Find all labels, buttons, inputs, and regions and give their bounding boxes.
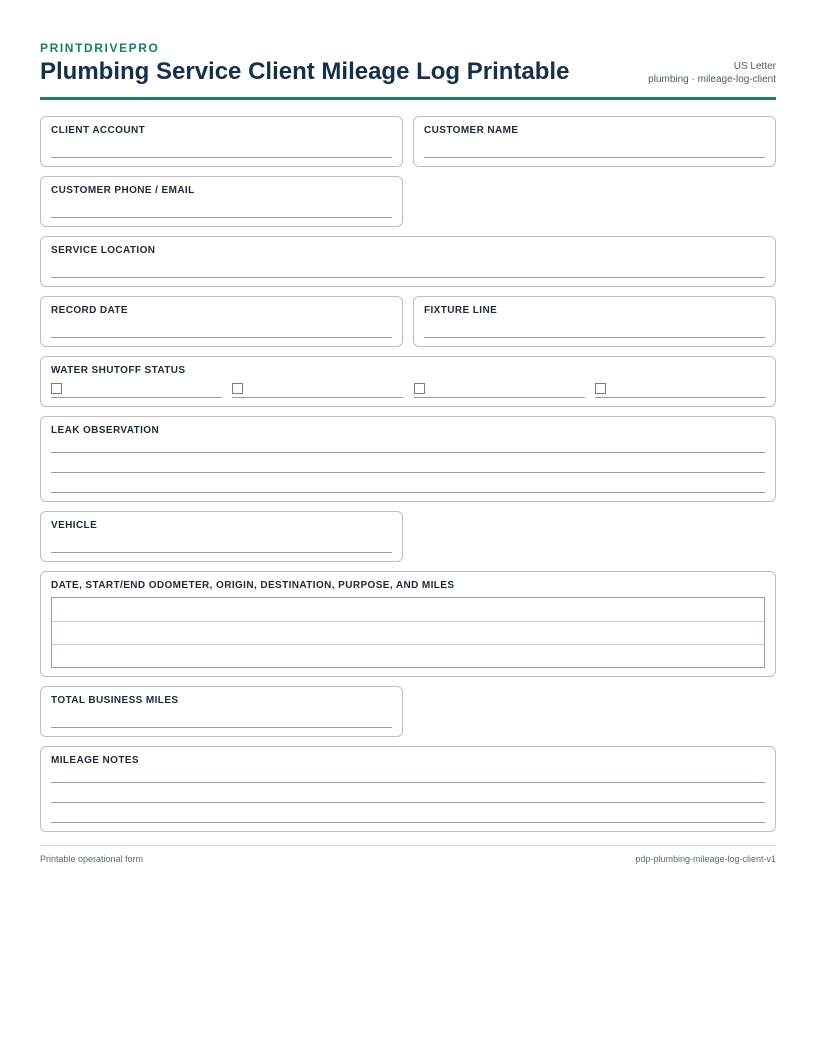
customer-contact-field[interactable] xyxy=(40,176,403,227)
shutoff-option-3[interactable] xyxy=(414,383,585,399)
footer-form-id: pdp-plumbing-mileage-log-client-v1 xyxy=(635,854,776,864)
paper-size: US Letter xyxy=(733,61,776,72)
shutoff-option-2[interactable] xyxy=(232,383,403,399)
checkbox[interactable] xyxy=(595,383,606,394)
service-location-field[interactable] xyxy=(40,236,776,287)
mileage-notes-field[interactable] xyxy=(40,746,776,832)
field-label: TOTAL BUSINESS MILES xyxy=(51,695,179,706)
record-date-field[interactable] xyxy=(40,296,403,347)
write-line[interactable] xyxy=(51,782,765,783)
trip-log-field xyxy=(40,571,776,677)
customer-name-field[interactable] xyxy=(413,116,776,167)
write-line[interactable] xyxy=(51,727,392,728)
write-line[interactable] xyxy=(51,552,392,553)
total-business-miles-field[interactable] xyxy=(40,686,403,737)
write-line[interactable] xyxy=(51,337,392,338)
write-line[interactable] xyxy=(51,217,392,218)
field-label: CLIENT ACCOUNT xyxy=(51,125,146,136)
water-shutoff-status-field xyxy=(40,356,776,407)
header-rule xyxy=(40,97,776,100)
field-label: DATE, START/END ODOMETER, ORIGIN, DESTINATION, PURPOSE, AND MILES xyxy=(51,580,455,591)
field-label: VEHICLE xyxy=(51,520,98,531)
document-meta xyxy=(648,60,776,86)
option-line[interactable] xyxy=(232,397,403,398)
footer-rule xyxy=(40,845,776,846)
trip-log-table xyxy=(51,597,765,668)
field-label: SERVICE LOCATION xyxy=(51,245,156,256)
write-line[interactable] xyxy=(424,157,765,158)
client-account-field[interactable] xyxy=(40,116,403,167)
option-line[interactable] xyxy=(414,397,585,398)
form-category: plumbing · mileage-log-client xyxy=(648,74,776,85)
table-row-divider xyxy=(52,644,764,645)
write-line[interactable] xyxy=(424,337,765,338)
field-label: CUSTOMER PHONE / EMAIL xyxy=(51,185,195,196)
write-line[interactable] xyxy=(51,452,765,453)
write-line[interactable] xyxy=(51,822,765,823)
write-line[interactable] xyxy=(51,157,392,158)
write-line[interactable] xyxy=(51,802,765,803)
leak-observation-field[interactable] xyxy=(40,416,776,502)
write-line[interactable] xyxy=(51,277,765,278)
shutoff-option-1[interactable] xyxy=(51,383,222,399)
checkbox[interactable] xyxy=(51,383,62,394)
field-label: FIXTURE LINE xyxy=(424,305,498,316)
field-label: LEAK OBSERVATION xyxy=(51,425,160,436)
table-row-divider xyxy=(52,621,764,622)
page-title: Plumbing Service Client Mileage Log Printable xyxy=(40,58,570,85)
fixture-line-field[interactable] xyxy=(413,296,776,347)
footer-left-text: Printable operational form xyxy=(40,854,144,864)
field-label: MILEAGE NOTES xyxy=(51,755,139,766)
field-label: RECORD DATE xyxy=(51,305,128,316)
checkbox[interactable] xyxy=(232,383,243,394)
write-line[interactable] xyxy=(51,472,765,473)
shutoff-option-4[interactable] xyxy=(595,383,766,399)
brand-name: PRINTDRIVEPRO xyxy=(40,41,160,55)
checkbox[interactable] xyxy=(414,383,425,394)
option-line[interactable] xyxy=(51,397,222,398)
write-line[interactable] xyxy=(51,492,765,493)
option-line[interactable] xyxy=(595,397,766,398)
field-label: CUSTOMER NAME xyxy=(424,125,519,136)
vehicle-field[interactable] xyxy=(40,511,403,562)
field-label: WATER SHUTOFF STATUS xyxy=(51,365,186,376)
